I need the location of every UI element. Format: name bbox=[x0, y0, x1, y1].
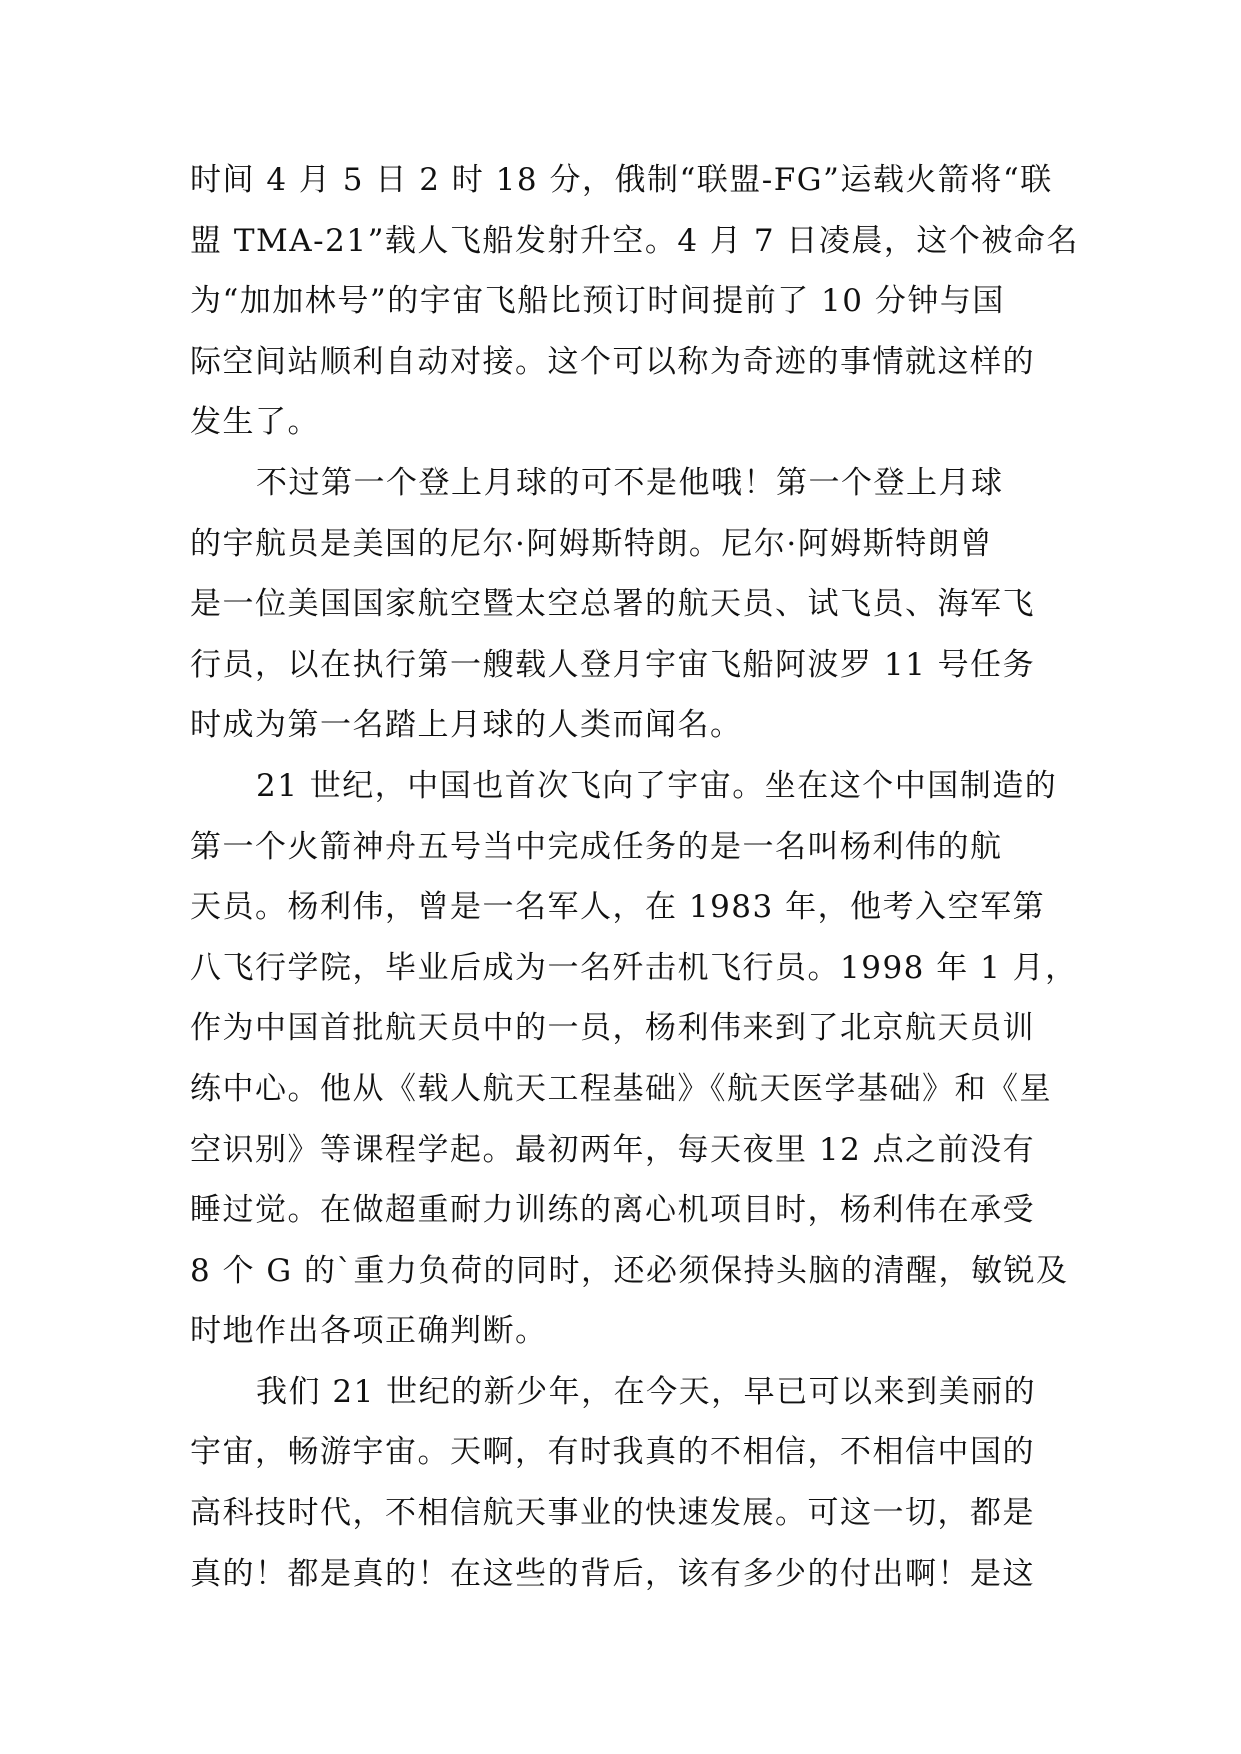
paragraph-3 bbox=[190, 756, 1078, 1362]
text-line: 时成为第一名踏上月球的人类而闻名。 bbox=[190, 707, 743, 744]
text-line: 宇宙，畅游宇宙。天啊，有时我真的不相信，不相信中国的 bbox=[190, 1434, 1035, 1471]
text-line: 时间 4 月 5 日 2 时 18 分，俄制“联盟-FG”运载火箭将“联 bbox=[190, 162, 1053, 198]
text-line: 睡过觉。在做超重耐力训练的离心机项目时，杨利伟在承受 bbox=[190, 1192, 1035, 1229]
paragraph-2 bbox=[190, 453, 1052, 756]
paragraph-1 bbox=[190, 150, 1079, 453]
text-line: 练中心。他从《载人航天工程基础》《航天医学基础》和《星 bbox=[190, 1070, 1052, 1107]
document-body bbox=[190, 150, 1079, 1604]
text-line: 我们 21 世纪的新少年，在今天，早已可以来到美丽的 bbox=[256, 1373, 1037, 1410]
text-line: 时地作出各项正确判断。 bbox=[190, 1313, 548, 1350]
text-line: 八飞行学院，毕业后成为一名歼击机飞行员。1998 年 1 月， bbox=[190, 949, 1078, 986]
text-line: 作为中国首批航天员中的一员，杨利伟来到了北京航天员训 bbox=[190, 1010, 1035, 1047]
text-line: 空识别》等课程学起。最初两年，每天夜里 12 点之前没有 bbox=[190, 1131, 1036, 1168]
text-line: 发生了。 bbox=[190, 404, 320, 441]
text-line: 高科技时代，不相信航天事业的快速发展。可这一切，都是 bbox=[190, 1495, 1035, 1532]
text-line: 第一个火箭神舟五号当中完成任务的是一名叫杨利伟的航 bbox=[190, 828, 1003, 865]
text-line: 际空间站顺利自动对接。这个可以称为奇迹的事情就这样的 bbox=[190, 343, 1035, 380]
text-line: 真的！都是真的！在这些的背后，该有多少的付出啊！是这 bbox=[190, 1555, 1035, 1592]
text-line: 是一位美国国家航空暨太空总署的航天员、试飞员、海军飞 bbox=[190, 586, 1035, 623]
text-line: 8 个 G 的`重力负荷的同时，还必须保持头脑的清醒，敏锐及 bbox=[190, 1252, 1069, 1289]
paragraph-4 bbox=[190, 1362, 1052, 1604]
text-line: 的宇航员是美国的尼尔·阿姆斯特朗。尼尔·阿姆斯特朗曾 bbox=[190, 525, 993, 562]
text-line: 行员，以在执行第一艘载人登月宇宙飞船阿波罗 11 号任务 bbox=[190, 646, 1036, 683]
text-line: 盟 TMA-21”载人飞船发射升空。4 月 7 日凌晨，这个被命名 bbox=[190, 222, 1079, 259]
text-line: 21 世纪，中国也首次飞向了宇宙。坐在这个中国制造的 bbox=[256, 767, 1058, 804]
text-line: 天员。杨利伟，曾是一名军人，在 1983 年，他考入空军第 bbox=[190, 889, 1046, 926]
text-line: 为“加加林号”的宇宙飞船比预订时间提前了 10 分钟与国 bbox=[190, 283, 1005, 320]
text-line: 不过第一个登上月球的可不是他哦！第一个登上月球 bbox=[256, 464, 1004, 501]
